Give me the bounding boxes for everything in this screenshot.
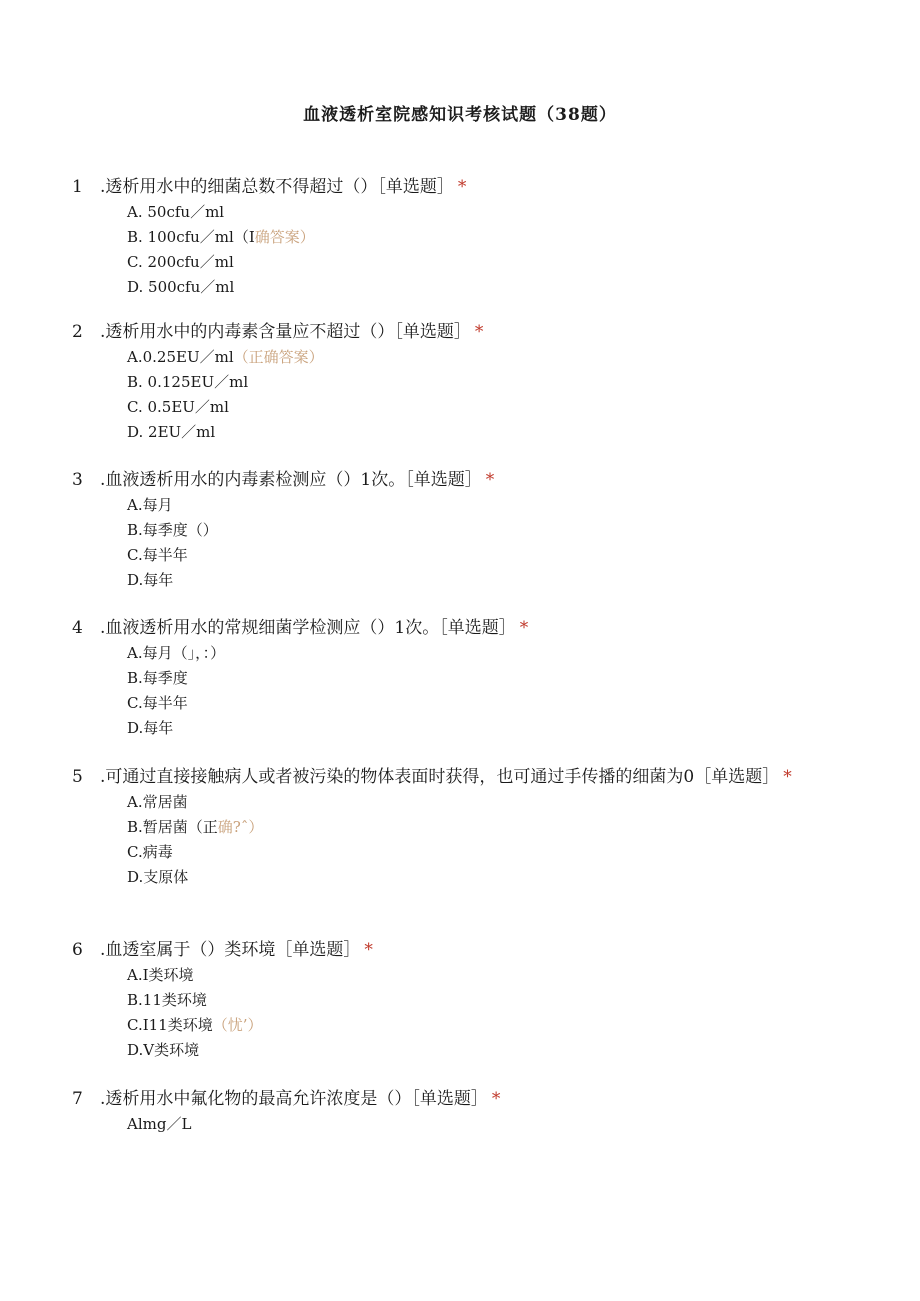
question-number: 4 [72,618,83,638]
option[interactable]: C.病毒 [127,843,173,861]
option[interactable]: A. 50cfu／ml [127,203,225,221]
option[interactable]: A.I类环境 [127,966,194,984]
question-text: .透析用水中氟化物的最高允许浓度是（）［单选题］ [100,1089,488,1109]
question-text: .透析用水中的细菌总数不得超过（）［单选题］ [100,177,454,197]
required-mark: * [491,1089,501,1109]
option[interactable]: C.I11类环境（忧’） [127,1016,263,1034]
option[interactable]: A.0.25EU／ml（正确答案） [127,348,324,366]
required-mark: * [474,322,484,342]
option[interactable]: D.每年 [127,719,174,737]
correct-answer-mark: 确?ˆ） [217,818,264,836]
option[interactable]: A.每月（」，：） [127,644,226,662]
option[interactable]: C. 200cfu／ml [127,253,234,271]
question-text: .血透室属于（）类环境［单选题］ [100,940,361,960]
question-3 [72,468,832,593]
question-text: .血液透析用水的常规细菌学检测应（）1次。［单选题］ [100,618,516,638]
option[interactable]: C. 0.5EU／ml [127,398,229,416]
question-number: 2 [72,322,83,342]
option[interactable]: D.V类环境 [127,1041,200,1059]
question-number: 1 [72,177,83,197]
option[interactable]: B.11类环境 [127,991,207,1009]
option[interactable]: D.每年 [127,571,174,589]
question-4 [72,616,832,741]
option[interactable]: B.每季度 [127,669,188,687]
option[interactable]: B. 100cfu／ml（I确答案） [127,228,315,246]
question-number: 7 [72,1089,83,1109]
required-mark: * [457,177,467,197]
page-title: 血液透析室院感知识考核试题（38题） [303,105,617,125]
required-mark: * [783,767,792,787]
question-1 [72,175,832,300]
option[interactable]: A.常居菌 [127,793,188,811]
required-mark: * [519,618,529,638]
question-5 [72,765,832,890]
option[interactable]: C.每半年 [127,694,188,712]
option[interactable]: D. 2EU／ml [127,423,216,441]
question-number: 6 [72,940,83,960]
option[interactable]: B. 0.125EU／ml [127,373,249,391]
question-2 [72,320,832,445]
option[interactable]: Almg／L [127,1115,192,1133]
option[interactable]: D. 500cfu／ml [127,278,235,296]
required-mark: * [364,940,373,960]
correct-answer-mark: （忧’） [212,1016,263,1034]
required-mark: * [485,470,495,490]
option[interactable]: D.支原体 [127,868,189,886]
correct-answer-mark: （正确答案） [233,348,324,366]
option[interactable]: A.每月 [127,496,173,514]
question-number: 5 [72,767,83,787]
question-7 [72,1087,832,1137]
correct-answer-mark: 确答案） [254,228,315,246]
option[interactable]: B.每季度（） [127,521,218,539]
question-text: .透析用水中的内毒素含量应不超过（）［单选题］ [100,322,471,342]
option[interactable]: C.每半年 [127,546,188,564]
question-text: .血液透析用水的内毒素检测应（）1次。［单选题］ [100,470,482,490]
question-number: 3 [72,470,83,490]
option[interactable]: B.暂居菌（正确?ˆ） [127,818,264,836]
question-text: .可通过直接接触病人或者被污染的物体表面时获得，也可通过手传播的细菌为0［单选题］ [100,767,780,787]
question-6 [72,938,832,1063]
